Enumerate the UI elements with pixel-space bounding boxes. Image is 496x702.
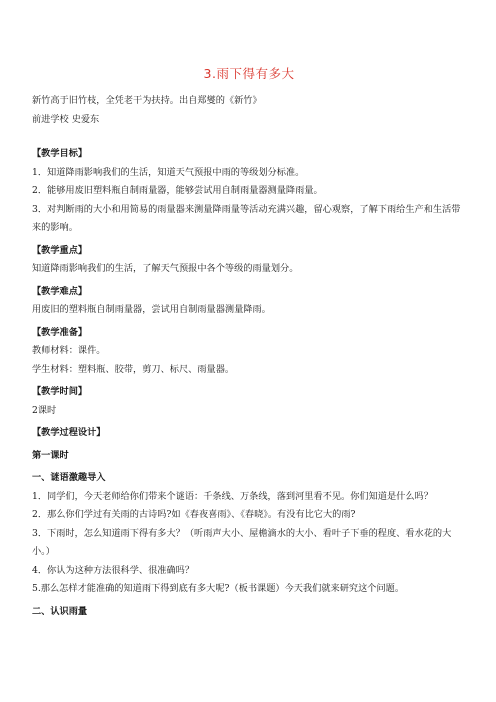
part-heading: 二、认识雨量 — [32, 605, 88, 617]
process-item: 5.那么怎样才能准确的知道雨下得到底有多大呢?（板书课题）今天我们就来研究这个问题。 — [32, 583, 405, 594]
section-heading-key: 【教学重点】 — [32, 244, 88, 256]
part-heading: 一、谜语激趣导入 — [32, 472, 106, 483]
intro-quote: 新竹高于旧竹枝，全凭老干为扶持。出自郑燮的《新竹》 — [32, 95, 262, 106]
process-item: 2．那么你们学过有关雨的古诗吗?如《春夜喜雨》、《春晓》。有没有比它大的雨? — [32, 509, 356, 520]
goal-item: 2．能够用废旧塑料瓶自制雨量器，能够尝试用自制雨量器测量降雨量。 — [32, 185, 323, 196]
key-point: 知道降雨影响我们的生活，了解天气预报中各个等级的雨量划分。 — [32, 263, 299, 274]
section-heading-goals: 【教学目标】 — [32, 148, 88, 159]
document-body — [32, 66, 466, 621]
process-item: 1．同学们，今天老师给你们带来个谜语：千条线、万条线，落到河里看不见。你们知道是什么吗？ — [32, 490, 433, 502]
prep-item: 学生材料：塑料瓶、胶带，剪刀、标尺、雨量器。 — [32, 363, 235, 375]
time-value: 2课时 — [32, 404, 57, 416]
difficult-point: 用废旧的塑料瓶自制雨量器，尝试用自制雨量器测量降雨。 — [32, 304, 271, 315]
intro-author: 前进学校 史爱东 — [32, 113, 100, 125]
lesson-heading: 第一课时 — [32, 449, 69, 461]
document-title: 3.雨下得有多大 — [203, 66, 295, 81]
section-heading-difficult: 【教学难点】 — [32, 285, 88, 297]
process-item: 3．下雨时，怎么知道雨下得有多大？（听雨声大小、屋檐滴水的大小、看叶子下垂的程度、看水花的大小。） — [32, 527, 452, 557]
section-heading-process: 【教学过程设计】 — [32, 427, 106, 438]
prep-item: 教师材料：课件。 — [32, 345, 106, 356]
section-heading-prep: 【教学准备】 — [32, 326, 88, 338]
goal-item: 3．对判断雨的大小和用简易的雨量器来测量降雨量等活动充满兴趣，留心观察，了解下雨给生产和生活带来的影响。 — [32, 203, 461, 233]
goal-item: 1．知道降雨影响我们的生活，知道天气预报中雨的等级划分标准。 — [32, 166, 305, 178]
section-heading-time: 【教学时间】 — [32, 386, 88, 397]
process-item: 4．你认为这种方法很科学、很准确吗？ — [32, 564, 195, 576]
